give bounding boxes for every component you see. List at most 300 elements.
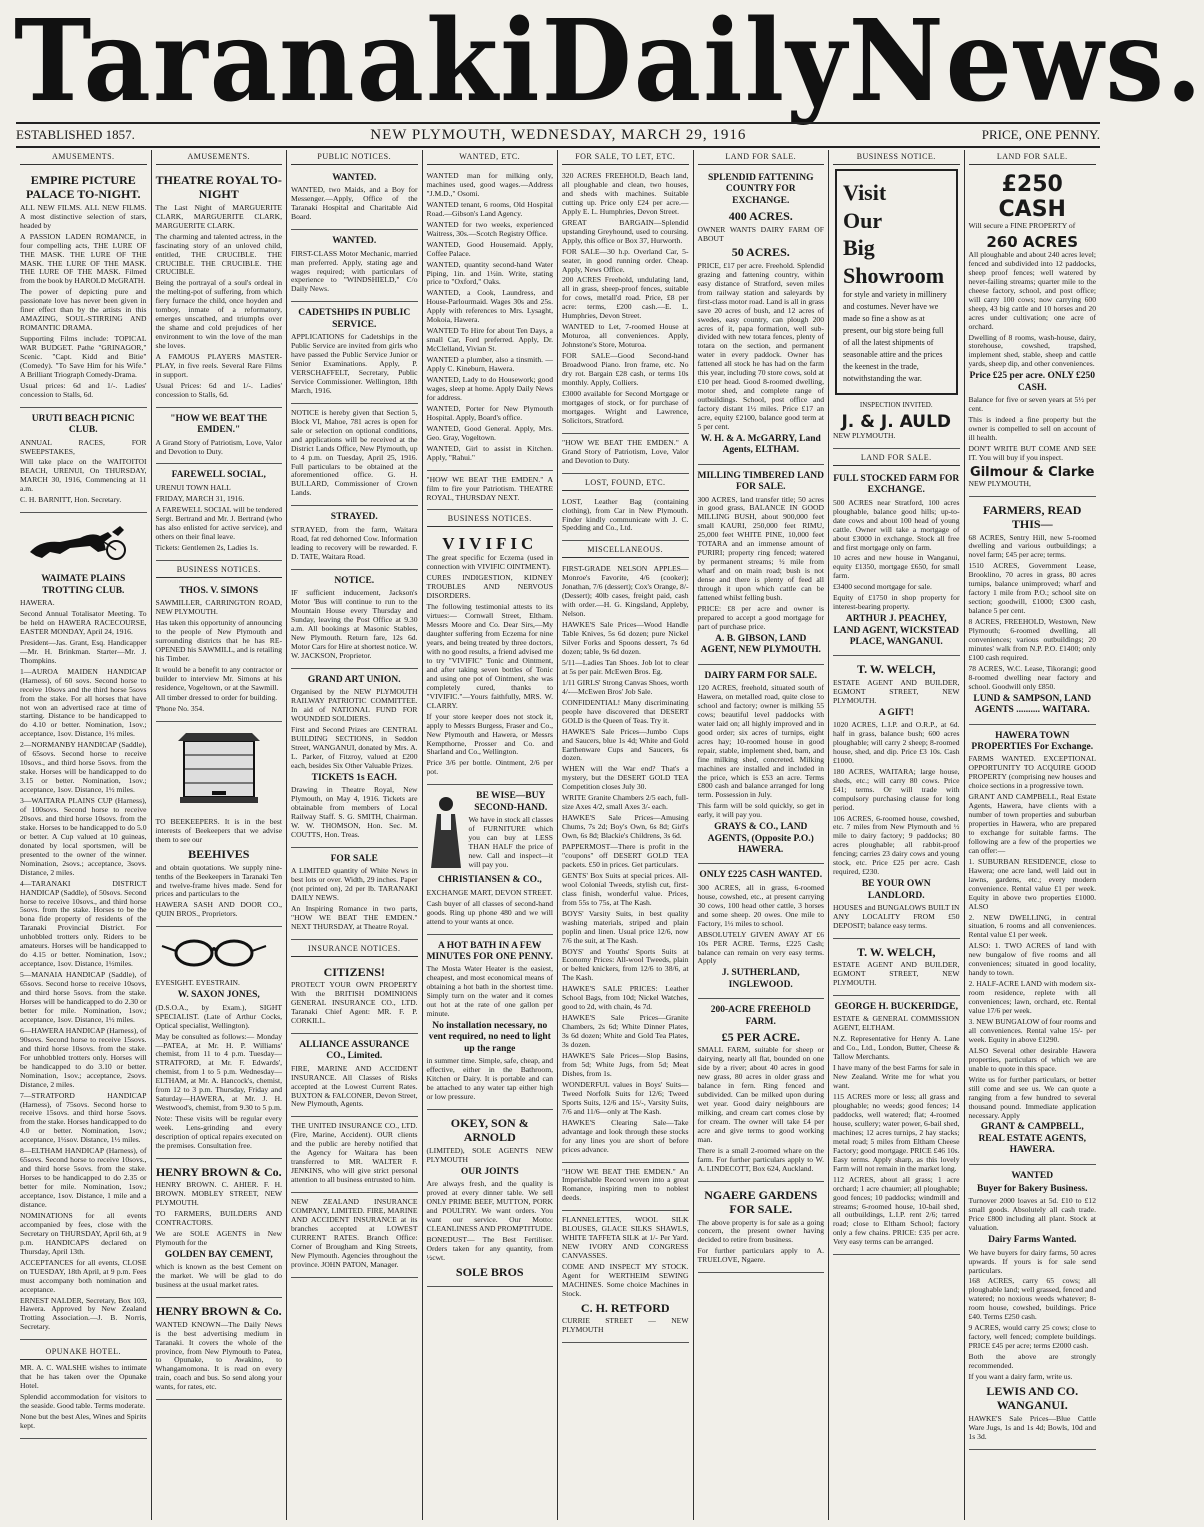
ad-alliance xyxy=(291,1036,418,1118)
ad-text: 500 ACRES near Stratford, 100 acres ploughable, balance good hills; up-to-date cows and about 100 head of young cattle. Owner will take a mortgage of about £3000 in exchange. Stock all free and first mortgage only on farm. xyxy=(833,497,960,552)
section-heading: BUSINESS NOTICES. xyxy=(427,512,554,527)
ad-welch-2 xyxy=(833,941,960,996)
ad-title: GRAYS & CO., LAND AGENTS, (Opposite P.O.) HAWERA. xyxy=(707,822,814,856)
inspection-note: INSPECTION INVITED. xyxy=(859,401,933,409)
ad-text: The power of depicting pure and passionate love has never been given in finer effect than by the artists in this AMAZING, SOUL-STIRRING AND ROMANTIC DRAMA. xyxy=(20,287,147,333)
ad-text: 6—HAWERA HANDICAP (Harness), of 90sovs. Second horse to receive 15sovs. and third horse 10sovs. from the stake. For unhobbled trotters only. Horses will be handicapped to do 3.10 or better. Nomination, 1sov.; acceptance, 2sovs. Distance, 2 miles. xyxy=(20,1025,147,1089)
ad-text: 7—STRATFORD HANDICAP (Harness), of 75sovs. Second horse to receive 15sovs. and third horse 5sovs. from the stake. Horses handicapped to do 4.0 or better. Nomination, 1sov.; acceptance, 1½sov. Distance, 1½ miles. xyxy=(20,1090,147,1145)
ad-text: 9 ACRES, would carry 25 cows; close to factory, well fenced; complete buildings. PRICE £45 per acre; terms £2000 cash. xyxy=(968,1323,1096,1351)
ad-text: Write us for further particulars, or better still come and see us. We can quote a ranging from a few hundred to several thousand pound. Immediate application necessary. Apply xyxy=(968,1074,1096,1120)
ad-text: FIRE, MARINE AND ACCIDENT INSURANCE. All Classes of Risks accepted at the Lowest Current Rates. BUXTON & FALCONER, Devon Street, New Plymouth, Agents. xyxy=(291,1063,418,1109)
ad-crown-lands xyxy=(291,406,418,507)
ad-text: which is known as the best Cement on the market. We will be glad to do business at the usual market rates. xyxy=(155,1262,282,1290)
ad-art-union xyxy=(291,671,418,848)
ad-text: President—Jas. Grant, Esq. Handicapper—Mr. H. Brinkman. Starter—Mr. J. Thompkins. xyxy=(20,637,147,665)
ad-title: Price £25 per acre. ONLY £250 CASH. xyxy=(969,371,1096,393)
ad-text: There is a small 2-roomed whare on the farm. For further particulars apply to W. A. LINDECOTT, Box 624, Auckland. xyxy=(697,1145,824,1173)
classified-item: HAWKE'S Sale Prices—Wood Handle Table Knives, 5s 6d dozen; pure Nickel Silver Forks and Spoons dessert, 7s 6d dozen; table, 9s 6d dozen. xyxy=(562,620,689,656)
ad-title: BEEHIVES xyxy=(188,847,250,862)
ad-title: £250 CASH xyxy=(998,172,1066,222)
classified-item: WANTED a plumber, also a tinsmith. —Apply C. Kineburn, Hawera. xyxy=(426,355,553,374)
ad-text: Will secure a FINE PROPERTY of xyxy=(968,221,1076,230)
ad-text: Tickets: Gentlemen 2s, Ladies 1s. xyxy=(155,542,259,552)
ad-hawera-town xyxy=(969,727,1097,1165)
ad-text: SAWMILLER, CARRINGTON ROAD, NEW PLYMOUTH. xyxy=(155,597,282,616)
price: PRICE, ONE PENNY. xyxy=(981,127,1100,142)
ad-title: BE WISE—BUY SECOND-HAND. xyxy=(474,791,548,813)
ad-text: A FAMOUS PLAYERS MASTER-PLAY, in five reels. Several Rare Films in support. xyxy=(155,352,282,379)
classified-item: FOR SALE—30 h.p. Overland Car, 5-seater, in good running order. Cheap. Apply, News Office. xyxy=(562,246,689,274)
classified-item: WANTED To Hire for about Ten Days, a small Car, Ford preferred. Apply, Dr. McClelland, Vivian St. xyxy=(426,326,553,354)
ad-title: GRANT & CAMPBELL, REAL ESTATE AGENTS, HAWERA. xyxy=(978,1122,1087,1156)
ad-title: NOTICE. xyxy=(334,575,375,586)
ad-title: W. H. & A. McGARRY, Land Agents, ELTHAM. xyxy=(700,433,821,456)
classified-item: BOYS' Varsity Suits, in best quality washing materials, striped and plain poplin and linen. Usual price 12/6, now 7/6 the suit, at The Kash. xyxy=(562,908,689,945)
ad-title: Gilmour & Clarke xyxy=(970,464,1095,480)
ad-title: WANTED. xyxy=(332,173,377,183)
ad-title: ONLY £225 CASH WANTED. xyxy=(699,870,823,881)
classified-item: 5/11—Ladies Tan Shoes. Job lot to clear at 5s per pair. McEwen Bros. Eg. xyxy=(562,657,689,676)
section-heading: BUSINESS NOTICES. xyxy=(156,563,283,578)
ad-text: in summer time. Simple, safe, cheap, and effective, either in the Bathroom, Kitchen or Dairy. It is portable and can be attached to any water tap either high or low pressure. xyxy=(426,1056,553,1102)
ad-auld xyxy=(833,409,960,449)
ad-text: for style and variety in millinery and costumes. Never have we made so fine a show as at present, our big store being full of all the latest shipments of seasonable attire and the prices the keenest in the trade, notwithstanding the war. xyxy=(843,290,947,383)
ad-text: 5—MANAIA HANDICAP (Saddle), of 65sovs. Second horse to receive 10sovs, and third horse 5sovs. from the stake. Horses will be handicapped to do 2.30 or better for mile. Nomination, 1sov.; acceptance, 1sov. Distance, 1½ miles. xyxy=(20,970,147,1024)
ad-emden xyxy=(156,410,283,465)
ad-title: BE YOUR OWN LANDLORD. xyxy=(861,879,931,901)
ad-text: ABSOLUTELY GIVEN AWAY AT £6 10s PER ACRE. Terms, £225 Cash; balance can remain on very easy terms. Apply xyxy=(697,929,824,966)
ad-title: CADETSHIPS IN PUBLIC SERVICE. xyxy=(298,308,411,330)
column-heading: BUSINESS NOTICE. xyxy=(833,150,960,165)
column-heading: PUBLIC NOTICES. xyxy=(291,150,418,165)
ad-emden xyxy=(562,436,689,474)
ad-text: OWNER WANTS DAIRY FARM OF ABOUT xyxy=(697,224,824,243)
ad-title-line: Showroom xyxy=(843,262,945,288)
ad-title: FARMERS, READ THIS— xyxy=(983,502,1082,532)
ad-text: Dwelling of 8 rooms, wash-house, dairy, storehouse, cowshed, trapshed, implement shed, stable, sheep and cattle yards, sheep dip, and other conveniences. xyxy=(968,332,1096,369)
ad-text: The great specific for Eczema (used in connection with VIVIFIC OINTMENT). xyxy=(426,553,553,572)
ad-text: A LIMITED quantity of White News in best lots or over. Width, 29 inches. Paper (not printed on), 2d per lb. TARANAKI DAILY NEWS. xyxy=(291,866,418,902)
ad-text: C. H. BARNITT, Hon. Secretary. xyxy=(20,495,122,505)
ad-text: All ploughable and about 240 acres level; fenced and subdivided into 12 paddocks, sheep proof fences; well watered by never-failing streams; quarter mile to the cheese factory, school, and post office; will carry 100 cows; now carrying 600 sheep, 43 big cattle and 10 horses and 20 acres under cultivation; one acre of orchard. xyxy=(968,249,1096,331)
ad-wanted-bakery xyxy=(969,1167,1097,1450)
ad-text: 8—ELTHAM HANDICAP (Harness), of 65sovs. Second horse to receive 10sovs., and third horse 5sovs. from the stake. Horses to be handicapped to do 2.35 or better for mile. Nomination, 1sov.; acceptance, 1sov. Distance, 1 mile and a distance. xyxy=(20,1146,147,1209)
ad-text: We are SOLE AGENTS in New Plymouth for the xyxy=(155,1229,282,1248)
classified-item: HAWKE'S Sale Prices—Jumbo Cups and Saucers, blue 1s 4d; White and Gold Earthenware Cups and Saucers, 6s dozen. xyxy=(562,726,689,763)
ad-cash-wanted xyxy=(698,866,825,999)
ad-text: IF sufficient inducement, Jackson's Motor 'Bus will continue to run to the Mountain House every Thursday and Sunday, leaving the Post Office at 9.30 a.m. All bookings at Masonic Stables, New Plymouth. Return fare, 12s 6d. Motor Cars for Hire at shortest notice. W. W. JACKSON, Proprietor. xyxy=(291,587,418,660)
ad-text: The Mosta Water Heater is the easiest, cheapest, and most economical means of obtaining a hot bath in the shortest time. Simply turn on the water and it comes out hot at the rate of one gallon per minute. xyxy=(426,964,553,1019)
ad-text: NEW PLYMOUTH. xyxy=(833,431,896,440)
ad-text: If your store keeper does not stock it, apply to Messrs Burgess, Fraser and Co., New Plymouth and Hawera, or Messrs Kempthorne, Prosser and Co. and Sharland and Co., Wellington. xyxy=(426,711,553,757)
ad-title-line: Our xyxy=(843,207,883,233)
ad-title-line: Visit xyxy=(843,180,887,205)
spectacles-icon xyxy=(156,936,271,970)
ad-text: Will take place on the WAITOITOI BEACH, URENUI, On THURSDAY, MARCH 30, 1916, Commencing at 11 a.m. xyxy=(20,457,147,494)
ad-text: EXCHANGE MART, DEVON STREET. xyxy=(426,887,553,897)
column-7 xyxy=(829,150,965,1520)
ad-text: APPLICATIONS for Cadetships in the Public Service are invited from girls who have passed the Public Service Junior or Senior Examinations. Apply, P. VERSCHAFFELT, Secretary, Public Service Commissioner. Wellington, 18th March, 1916. xyxy=(291,332,418,395)
ad-text: (LIMITED), SOLE AGENTS NEW PLYMOUTH xyxy=(426,1145,553,1164)
ad-text: 1510 ACRES, Government Lease, Brooklino, 70 acres in grass, 80 acres turnips, balance unimproved; wharf and factory 1 mile from P.O.; school site on section; goodwill, £1000; £300 cash, balance 5 per cent. xyxy=(968,561,1096,616)
ad-title: WAIMATE PLAINS TROTTING CLUB. xyxy=(41,574,126,596)
classified-item: WANTED, Good General. Apply, Mrs. Geo. Gray, Vogeltown. xyxy=(426,423,553,442)
ad-farewell-social xyxy=(156,466,283,560)
ad-text: The above property is for sale as a going concern, the present owner having decided to retire from business. xyxy=(697,1217,824,1245)
ad-text: WANTED KNOWN—The Daily News is the best advertising medium in Taranaki. It covers the whole of the province, from New Plymouth to Patea, to Opunake, to Awakino, to Whangamomona. It is read on every train, coach and bus. So send along your wants, for rates, etc. xyxy=(155,1319,282,1392)
ad-henry-brown xyxy=(156,1161,283,1298)
ad-text: ERNEST NALDER, Secretary, Box 103, Hawera. Approved by New Zealand Trotting Association.—J. B. Norris, Secretary. xyxy=(20,1295,147,1332)
classified-item: CONFIDENTIAL! Many discriminating people have discovered that DESERT GOLD is the Queen of Teas. Try it. xyxy=(562,697,689,725)
ad-text: PROTECT YOUR OWN PROPERTY With the BRITISH DOMINIONS GENERAL INSURANCE CO., LTD. Taranaki Chief Agent: MR. F. P. CORKILL. xyxy=(291,980,418,1025)
ad-text: PRICE: £8 per acre and owner is prepared to accept a good mortgage for part of purchase price. xyxy=(697,603,824,631)
ad-text: ESTATE AGENT AND BUILDER, EGMONT STREET, NEW PLYMOUTH. xyxy=(833,960,960,988)
classified-item: BOYS' and Youths' Sports Suits at Economy Prices: All-wool Tweeds, plain or belted knickers, from 12/6 to 38/6, at The Kash. xyxy=(562,946,689,983)
ad-text: 68 ACRES, Sentry Hill, new 5-roomed dwelling and various outbuildings; a novel farm; £45 per acre; terms. xyxy=(968,532,1096,560)
ad-text: HENRY BROWN. C. AHIER. F. H. BROWN. MOBLEY STREET, NEW PLYMOUTH. xyxy=(155,1180,282,1208)
ad-for-sale-paper xyxy=(291,850,418,940)
ad-title: OUR JOINTS xyxy=(460,1166,519,1177)
ad-title: HENRY BROWN & Co. xyxy=(155,1164,282,1179)
ad-cadetships xyxy=(291,304,418,403)
ad-text: Usual Prices: 6d and 1/-. Ladies' concession to Stalls, 6d. xyxy=(155,380,282,399)
ad-text: Turnover 2000 loaves at 5d. £10 to £12 small goods. Absolutely all cash trade. Price £800 including all plant. Stock at valuation. xyxy=(968,1196,1096,1233)
classified-item: 320 ACRES FREEHOLD, Beach land, all ploughable and clean, two houses, and sheds with machines. Suitable cutting up. Price only £24 per acre.—Apply E. L. Humphries, Devon Street. xyxy=(562,171,689,216)
ad-christiansen xyxy=(427,787,554,934)
ad-title: 260 ACRES xyxy=(986,232,1079,251)
column-3 xyxy=(287,150,423,1520)
classified-item: WANTED, Lady to do Housework; good wages, sleep at home. Apply Daily News for address. xyxy=(426,375,553,402)
ad-title: ARTHUR J. PEACHEY, LAND AGENT, WICKSTEAD PLACE, WANGANUI. xyxy=(833,614,960,647)
ad-title: FAREWELL SOCIAL, xyxy=(171,470,266,481)
ad-text: A PASSION LADEN ROMANCE, in four compelling acts, THE LURE OF THE MASK. THE LURE OF THE MASK. THE LURE OF THE MASK. THE LURE OF THE MASK. Filmed from the book by HAROLD McGRATH. xyxy=(20,231,147,286)
ad-text: Usual prices: 6d and 1/-. Ladies' concession to Stalls, 6d. xyxy=(20,380,147,399)
ad-henry-brown-2 xyxy=(156,1300,283,1400)
classified-item: HAWKE'S Sale Prices—Granite Chambers, 2s 6d; White Dinner Plates, 3s 6d dozen; White and Gold Tea Plates, 3s dozen. xyxy=(562,1013,689,1050)
classified-item: WHEN will the War end? That's a mystery, but the DESERT GOLD TEA Competition closes July 30. xyxy=(562,764,689,792)
ad-title: EMPIRE PICTURE PALACE TO-NIGHT. xyxy=(26,173,141,202)
ad-text: Equity of £1750 in shop property for interest-bearing property. xyxy=(833,593,960,612)
ad-vivific xyxy=(427,531,554,785)
ad-text: This farm will be sold quickly, so get in early, it will pay you. xyxy=(697,801,824,820)
ad-text: "HOW WE BEAT THE EMDEN." An Imperishable Record woven into a great Romance, inspiring men to noblest deeds. xyxy=(562,1166,689,1203)
ad-fattening-country xyxy=(698,169,825,465)
ad-title: 200-ACRE FREEHOLD FARM. xyxy=(710,1005,811,1027)
ad-text: "HOW WE BEAT THE EMDEN." A film to fire your Patriotism. THEATRE ROYAL, THURSDAY NEXT. xyxy=(426,474,553,502)
masthead-word-1: Taranaki xyxy=(14,0,542,127)
ad-text: FLANNELETTES, WOOL SILK BLOUSES, GLACE SILKS SHAWLS, WHITE TAFFETA SILK at 1/- Per Yard. NEW IVORY AND CONGRESS CANVASSES. xyxy=(562,1215,689,1261)
ad-hot-bath xyxy=(427,937,554,1110)
classified-item: WANTED, Good Housemaid. Apply, Coffee Palace. xyxy=(426,239,553,258)
ad-title: J. & J. AULD xyxy=(841,412,952,432)
ad-text: HOUSES and BUNGALOWS BUILT IN ANY LOCALITY FROM £50 DEPOSIT; balance easy terms. xyxy=(833,902,960,930)
ad-text: 1020 ACRES, L.I.P. and O.R.P., at 6d. half in grass, balance bush; 600 acres ploughable; will carry 2 sheep; 8-roomed house, shed, and dip. Price £3 10s. Cash £1000. xyxy=(833,719,960,765)
ad-waimate xyxy=(20,515,147,1340)
column-heading: WANTED, ETC. xyxy=(427,150,554,165)
masthead-word-3: News. xyxy=(848,0,1204,127)
ad-misc-list xyxy=(562,562,689,1162)
classified-item: 200 ACRES Freehold, undulating land, all in grass, sheep-proof fences, suitable for cows, metall'd road. Price, £8 per acre: terms, £200 cash.—E. L. Humphries, Devon Street. xyxy=(562,275,689,321)
ad-title: W. SAXON JONES, xyxy=(177,990,260,1001)
ad-text: EYESIGHT. EYESTRAIN. xyxy=(155,978,240,988)
ad-welch xyxy=(833,658,960,938)
ad-text: 78 ACRES, W.C. Lease, Tikorangi; good 8-roomed dwelling near factory and school. Goodwill only £850. xyxy=(968,663,1096,691)
ad-text: Note: These visits will be regular every week. Lens-grinding and every description of optical repairs executed on the premises. Consultation free. xyxy=(155,1114,282,1150)
ad-text: SMALL FARM, suitable for sheep or dairying, nearly all flat, bounded on one side by a river; about 40 acres in good new grass, 80 acres in older grass and balance in fern. Ring fenced and subdivided. Can be milked upon during wet year. Good dairy neighbours are milking, and cream cart comes close by for cream. The owner will take £4 per acre and give terms to good working man. xyxy=(697,1045,824,1144)
ad-text: 112 ACRES, about all grass; 1 acre orchard; 1 acre chaumier; all ploughable; good fences; 10 paddocks; windmill and streams; 6-roomed house, 10-bail shed, all outbuildings, L.I.P. rent 2/6; tarred road; close to Eltham School; factory only a few chains. PRICE: £35 per acre. Very easy terms can be arranged. xyxy=(833,1174,960,1247)
ad-title: "HOW WE BEAT THE EMDEN." xyxy=(170,413,268,436)
classified-item: HAWKE'S Sale Prices—Amusing Chums, 7s 2d; Boy's Own, 6s 8d; Girl's Own, 6s 8d; Blackie's Childrens, 3s 6d. xyxy=(562,813,689,841)
classified-item: WANTED, Girl to assist in Kitchen. Apply, "Rahui." xyxy=(426,443,553,462)
ad-text: HAWKE'S Sale Prices—Blue Cattle Ware Jugs, 1s and 1s 4d; Bowls, 10d and 1s 3d. xyxy=(968,1413,1096,1441)
ad-text: FARMS WANTED. EXCEPTIONAL OPPORTUNITY TO ACQUIRE GOOD PROPERTY (comprising new houses and choice sections in a progressive town. xyxy=(968,754,1096,791)
ad-text: STRAYED, from the farm, Waitara Road, fat red dehorned Cow. Information leading to recovery will be rewarded. F. D. TATE, Waitara Road. xyxy=(291,524,418,561)
ad-farmers-read-this xyxy=(969,499,1097,725)
ad-text: We have buyers for dairy farms, 50 acres upwards. If yours is for sale send particulars. xyxy=(968,1247,1096,1275)
ad-text: COME AND INSPECT MY STOCK. Agent for WERTHEIM SEWING MACHINES. Some choice Machines in Stock. xyxy=(562,1262,689,1298)
classified-item: PAPPERMOST—There is profit in the "coupons" off DESERT GOLD TEA packets. £50 in prices. Get particulars. xyxy=(562,842,689,869)
ad-visit-showroom xyxy=(835,169,958,395)
ad-title: A GIFT! xyxy=(878,707,914,718)
column-6 xyxy=(694,150,830,1520)
ad-text: 'Phone No. 354. xyxy=(155,704,205,714)
ad-text: Balance for five or seven years at 5½ per cent. xyxy=(968,395,1096,414)
ad-text: HAWERA SASH AND DOOR CO., QUIN BROS., Proprietors. xyxy=(155,900,282,919)
ad-citizens xyxy=(291,961,418,1034)
classified-item: WANTED, a Cook, Laundress, and House-Parlourmaid. Wages 30s and 25s. Apply with references to Mrs. Lysaght, Mokoia, Hawera. xyxy=(426,288,553,325)
ad-text: 180 ACRES, WAITARA; large house, sheds, etc.; will carry 80 cows. Price £41; terms. Or will trade with compulsory purchasing clause for long period. xyxy=(833,766,960,812)
ad-title: CITIZENS! xyxy=(323,964,385,979)
ad-title: C. H. RETFORD xyxy=(580,1300,670,1315)
column-heading: AMUSEMENTS. xyxy=(156,150,283,165)
classified-item: HAWKE'S Clearing Sale—Take advantage and look through these stocks for any lines you are short of before prices advance. xyxy=(562,1117,689,1154)
ad-title: A. B. GIBSON, LAND AGENT, NEW PLYMOUTH. xyxy=(700,633,821,656)
ad-text: 120 ACRES, freehold, situated south of Hawera, on metalled road, quite close to school and factory; owner is milking 55 cows; beautiful level paddocks with water laid on; all highly improved and in good order; six acres of turnips, eight acres hay; 10-roomed house in good repair, stable, implement shed, barn, and fine milking shed, concreted. Milking machines are installed and included in the price, which is £53 an acre. Terms £800 cash and balance arranged for long term. Possession in July. xyxy=(697,683,824,800)
ad-text: 2. NEW DWELLING, in central situation, 6 rooms and all conveniences. Rental value £1 per week. xyxy=(968,912,1096,940)
ad-title: VIVIFIC xyxy=(442,534,538,554)
ad-title-line: Big xyxy=(843,235,875,260)
ad-text: 8 ACRES, FREEHOLD, Westown, New Plymouth; 6-roomed dwelling, all conveniences; various outbuildings; 20 minutes' walk from N.P. P.O. £1400; only £100 cash required. xyxy=(968,617,1096,662)
column-2 xyxy=(152,150,288,1520)
classified-item: WRITE Granite Chambers 2/5 each, full-size Axes 4/2, small Axes 3/- each. xyxy=(562,793,689,812)
ad-text: Both the above are strongly recommended. xyxy=(968,1352,1096,1371)
ad-text: TO BEEKEEPERS. It is in the best interests of Beekeepers that we advise them to see our xyxy=(155,817,282,845)
ad-united-insurance xyxy=(291,1119,418,1193)
ad-text: The following testimonial attests to its virtues:— Cornwall Street, Eltham. Messrs Moore and Co. Dear Sirs,—My daughter suffering from Eczema for nine years, and being treated by three doctors, with no good results, a friend advised me to try "VIVIFIC" Tonic and Ointment, and after taking seven bottles of Tonic and using one pot of Ointment, she was completely cured, thanks to "VIVIFIC."—Yours faithfully, MRS. W. CLARRY. xyxy=(426,602,553,710)
ad-text: Organised by the NEW PLYMOUTH RAILWAY PATRIOTIC COMMITTEE. In aid of NATIONAL FUND FOR WOUNDED SOLDIERS. xyxy=(291,686,418,723)
ad-title: URUTI BEACH PICNIC CLUB. xyxy=(31,413,135,436)
ad-text: £3400 second mortgage for sale. xyxy=(833,582,932,592)
ad-text: Cash buyer of all classes of second-hand goods. Ring up phone 480 and we will attend to your wants at once. xyxy=(426,898,553,926)
ad-copy xyxy=(469,790,554,872)
classified-item: WANTED, Porter for New Plymouth Hospital. Apply, Board's office. xyxy=(426,403,553,422)
ad-text: N.Z. Representative for Henry A. Lane and Co., Ltd., London, Butter, Cheese & Tallow Merchants. xyxy=(833,1034,960,1062)
ad-theatre-royal xyxy=(156,169,283,408)
ad-text: Drawing in Theatre Royal, New Plymouth, on May 4, 1916. Tickets are obtainable from members of Local Railway Staff. S. G. SMITH, Chairman. W. W. THOMSON, Hon. Sec. M. COUTTS, Hon. Treas. xyxy=(291,784,418,839)
ad-lost xyxy=(562,495,689,542)
column-8 xyxy=(965,150,1101,1520)
ad-text: Being the portrayal of a soul's ordeal in the melting-pot of suffering, from which fiery furnace the child, once hoyden and tomboy, inmate of a reformatory, emerges unscathed, and triumphs over the shame and cold prejudices of her environment to win the love of the man she loves. xyxy=(155,278,282,351)
ad-freehold-farm xyxy=(698,1001,825,1182)
ad-emden-2 xyxy=(562,1165,689,1212)
ad-wanted-maids xyxy=(291,169,418,230)
ad-text: 300 ACRES, land transfer title; 50 acres in good grass, BALANCE IN GOOD MILLING BUSH, about 900,000 feet small KAURI, 250,000 feet RIMU, 25,000 feet WHITE PINE, 10,000 feet TOTARA and an immense amount of PURIRI; property ring fenced; watered by permanent streams; ½ mile from wharf and on main road; bush is not dense and there is plenty of feed all through it upon which cattle can be fattened whilst felling bush. xyxy=(697,494,824,603)
ad-stocked-farm xyxy=(833,470,960,656)
ad-text: 115 ACRES more or less; all grass and ploughable; no weeds; good fences; 14 paddocks, well watered; flat; 4-roomed house, scullery; water power, 6-bail shed, machines; 12 acres turnips, 2 hay stacks; metal road; 5 miles from Eltham Cheese Factory; good mortgage. PRICE £46 10s. Easy terms. Apply sharp, as this lovely Farm will not remain in the market long. xyxy=(833,1092,960,1173)
ad-text: All timber dressed to order for building. xyxy=(155,693,278,703)
ad-text: Price 3/6 per bottle. Ointment, 2/6 per pot. xyxy=(426,758,553,777)
ad-title: HENRY BROWN & Co. xyxy=(155,1304,282,1319)
classified-item: WONDERFUL values in Boys' Suits—Tweed Norfolk Suits for 12/6; Tweed Sports Suits, 12/6 and 15/-, Varsity Suits, 7/6 and 11/6—only at The Kash. xyxy=(562,1079,689,1116)
ad-text: PRICE, £17 per acre. Freehold. Splendid grazing and fattening country, within easy distance of Stratford, seven miles from railway station and saleyards by first-class motor road. Land is all in grass save 20 acres of bush, and 12 acres of swedes, easy country, can plough 200 acres of it, papa formation, well sub-divided with new totara fences, plenty of totara on the section, and permanent water in every paddock. Owner has fattened all stock he has had on the farm this year, including 70 store cows, sold at £10 per head. Good 8-roomed dwelling, motor shed, and complete range of outbuildings. School, post office and factory distant 1½ miles. Price £17 an acre, equity £2100, balance good term at 5 per cent. xyxy=(697,260,824,432)
ad-text: TO FARMERS, BUILDERS AND CONTRACTORS. xyxy=(155,1209,282,1228)
section-heading: MISCELLANEOUS. xyxy=(562,543,689,558)
ad-text: Has taken this opportunity of announcing to the people of New Plymouth and surrounding districts that he has RE-OPENED his SAWMILL, and is retailing his Timber. xyxy=(155,617,282,663)
ad-title: T. W. WELCH, xyxy=(856,944,936,959)
ad-250-cash xyxy=(969,169,1097,497)
ad-text: ALSO Several other desirable Hawera properties, particulars of which we are unable to quote in this space. xyxy=(968,1045,1096,1073)
ad-title: NGAERE GARDENS FOR SALE. xyxy=(704,1187,818,1217)
column-heading: FOR SALE, TO LET, ETC. xyxy=(562,150,689,165)
ad-text: A FAREWELL SOCIAL will be tendered Sergt. Bertrand and Mr. J. Bertrand (who has also enlisted for active service), and others on their final leave. xyxy=(155,504,282,541)
ad-text: I have many of the best Farms for sale in New Zealand. Write me for what you want. xyxy=(833,1063,960,1091)
ad-title: MILLING TIMBERED LAND FOR SALE. xyxy=(697,470,825,493)
column-1 xyxy=(16,150,152,1520)
ad-text: 10 acres and new house in Wanganui, equity £1350, mortgage £650, for small farm. xyxy=(833,553,960,581)
ad-text: DON'T WRITE BUT COME AND SEE IT. You will buy if you inspect. xyxy=(968,443,1096,462)
ad-motor-bus xyxy=(291,572,418,669)
ad-title: T. W. WELCH, xyxy=(856,662,936,677)
masthead-word-2: Daily xyxy=(541,0,849,127)
ad-text: THE UNITED INSURANCE CO., LTD. (Fire, Marine, Accident). OUR clients and the public are hereby notified that the Agency for Waitara has been transferred to MR. WALTER F. JENKINS, who will give strict personal attention to all business entrusted to him. xyxy=(291,1121,418,1185)
masthead xyxy=(14,0,1204,127)
classified-item: WANTED to Let, 7-roomed House at Moturoa, all conveniences. Apply, Johnstone's Store, Moturoa. xyxy=(562,322,689,350)
ad-text: 3. NEW BUNGALOW of four rooms and all conveniences. Rental value 15/- per week. Equity in above £1290. xyxy=(968,1016,1096,1044)
column-heading: LAND FOR SALE. xyxy=(969,150,1097,165)
column-heading: LAND FOR SALE. xyxy=(698,150,825,165)
ad-text: Are always fresh, and the quality is proved at every dinner table. We sell ONLY PRIME BEEF, MUTTON, PORK and POULTRY. We want orders. You want our service. Our Motto: CLEANLINESS AND PROMPTITUDE. xyxy=(426,1179,553,1233)
ad-title: No installation necessary, no vent required, no need to light up the range xyxy=(428,1021,551,1054)
ad-text: FRIDAY, MARCH 31, 1916. xyxy=(155,493,245,503)
ad-title: GRAND ART UNION. xyxy=(307,674,401,685)
ad-text: NOMINATIONS for all events accompanied by fees, close with the Secretary on THURSDAY, April 6th, at 9 p.m. HANDICAPS declared on Thursday, April 13th. xyxy=(20,1210,147,1256)
ad-text: URENUI TOWN HALL xyxy=(155,482,231,492)
ad-text: GRANT AND CAMPBELL, Real Estate Agents, Hawera, have clients with a number of town properties and suburban properties in Hawera, who are prepared to exchange for suitable farms. The following are a few of the properties we can offer:— xyxy=(968,792,1096,855)
ad-title: THOS. V. SIMONS xyxy=(179,585,259,596)
ad-empire xyxy=(20,169,147,408)
ad-title: A HOT BATH IN A FEW MINUTES FOR ONE PENNY. xyxy=(426,940,553,962)
ad-text: and obtain quotations. We supply nine-tenths of the Beekeepers in Taranaki Ten and twelve-frame hives made. Send for prices and particulars to the xyxy=(155,862,282,899)
ad-text: If you want a dairy farm, write us. xyxy=(968,1372,1073,1382)
ad-okey-arnold xyxy=(427,1112,554,1287)
ad-body xyxy=(427,790,554,874)
ad-text: It would be a benefit to any contractor or builder to interview Mr. Simons at his residence, Vogeltown, or at the Sawmill. xyxy=(155,664,282,692)
ad-text: MR. A. C. WALSHE wishes to intimate that he has taken over the Opunake Hotel. xyxy=(20,1363,147,1391)
ad-text: ESTATE & GENERAL COMMISSION AGENT, ELTHAM. xyxy=(833,1014,960,1033)
ad-title: Buyer for Bakery Business. xyxy=(977,1184,1088,1195)
ad-text: A Grand Story of Patriotism, Love, Valor and Devotion to Duty. xyxy=(155,437,282,456)
ad-emden xyxy=(427,473,554,511)
ad-text: May be consulted as follows:— Monday—PATEA, at Mr. H. P. Williams' chemist, from 11 to 4 p.m. Tuesday—STRATFORD, at Mr. F. Edwards', chemist, from 1 to 5 p.m. Wednesday—ELTHAM, at Mr. A. Hancock's, chemist, from 12 to 3 p.m. Thursday, Friday and Saturday—HAWERA, at Mr. J. H. Westwood's, chemist, from 9.30 to 5 p.m. xyxy=(155,1031,282,1113)
ad-text: ACCEPTANCES for all events, CLOSE on TUESDAY, 18th April, at 9 p.m. Fees must accompany both nomination and acceptance. xyxy=(20,1257,147,1294)
ad-text: 1. SUBURBAN RESIDENCE, close to Hawera; one acre land, well laid out in lawns, gardens, etc.; every modern convenience. Rental value £1 per week. Equity in above two properties £1000. ALSO xyxy=(968,856,1096,911)
ad-text: ALL NEW FILMS. ALL NEW FILMS. A most distinctive selection of stars, headed by xyxy=(20,202,147,230)
ad-text: BONEDUST— The Best Fertiliser. Orders taken for any quantity, from ½cwt. xyxy=(426,1234,553,1262)
ad-title: OKEY, SON & ARNOLD xyxy=(450,1115,529,1145)
ad-text: 4—TARANAKI DISTRICT HANDICAP (Saddle), of 50sovs. Second horse to receive 10sovs., and third horse 5sovs. from the stake. Horses to be the bona fide property of residents of the Taranaki Provincial District. For unhobbled trotters only. Riders to be amateurs. Horses will be handicapped to do 4.15 or better. Nomination, 1sov.; acceptance, 1sov. Distance, 1½miles. xyxy=(20,878,147,969)
ad-text: "HOW WE BEAT THE EMDEN." A Grand Story of Patriotism, Love, Valor and Devotion to Duty. xyxy=(562,437,689,465)
ad-title: £5 PER ACRE. xyxy=(721,1030,800,1044)
ad-text: FIRST-CLASS Motor Mechanic, married man preferred. Apply, stating age and wages required; with particulars of experience to "WINDSHIELD," C/o Daily News. xyxy=(291,248,418,294)
columns xyxy=(16,150,1100,1520)
ad-title: STRAYED. xyxy=(330,512,378,523)
ad-title: FULL STOCKED FARM FOR EXCHANGE. xyxy=(833,473,960,496)
ad-text: 2—NORMANBY HANDICAP (Saddle), of 65sovs. Second horse to receive 10sovs., and third horse 5sovs. from the stake. Horses will be handicapped to do 3.15 or better. Nomination, 1sov.; acceptance, 1sov. Distance, 1½ miles. xyxy=(20,740,147,795)
ad-title: 50 ACRES. xyxy=(731,245,790,260)
ad-beehives xyxy=(156,724,283,927)
column-heading: AMUSEMENTS. xyxy=(20,150,147,165)
ad-retford xyxy=(562,1213,689,1343)
section-heading: LAND FOR SALE. xyxy=(833,451,960,466)
ad-for-sale-list xyxy=(562,169,689,434)
ad-text: NEW PLYMOUTH, xyxy=(968,478,1031,488)
place-date: NEW PLYMOUTH, WEDNESDAY, MARCH 29, 1916 xyxy=(370,126,747,143)
column-5 xyxy=(558,150,694,1520)
ad-text: 106 ACRES, 6-roomed house, cowshed, etc. 7 miles from New Plymouth and ½ mile to dairy factory; 9 paddocks; 80 acres ploughable; all rabbit-proof fencing; carries 23 dairy cows and young stock, etc. Price £25 per acre. Cash required, £230. xyxy=(833,813,960,877)
beehive-icon xyxy=(162,731,277,809)
ad-title: GEORGE H. BUCKERIDGE, xyxy=(834,1002,959,1013)
ad-text: Splendid accommodation for visitors to the seaside. Good table. Terms moderate. xyxy=(20,1392,147,1411)
ad-text: For further particulars apply to A. TRUELOVE, Ngaere. xyxy=(697,1246,824,1265)
classified-item: HAWKE'S SALE PRICES: Leather School Bags, from 10d; Nickel Watches, good to 2d, with chain, 4s 7d. xyxy=(562,984,689,1012)
ad-milling-timber xyxy=(698,467,825,665)
classified-item: WANTED man for milking only, machines used, good wages.—Address "J.M.D.," Osomi. xyxy=(426,171,553,198)
classified-item: HAWKE'S Sale Prices—Slop Basins, from 5d; White Jugs, from 5d; Meat Dishes, from 1s. xyxy=(562,1051,689,1078)
section-heading: INSURANCE NOTICES. xyxy=(291,942,418,957)
ad-text: HAWERA. xyxy=(20,598,55,608)
classified-item: GREAT BARGAIN—Splendid upstanding Greyhound, used to coursing. Apply, this office or Box 37, Hurworth. xyxy=(562,217,689,245)
classified-item: £3000 available for Second Mortgage or mortgages of stock, or for purchase of mortgages. Wright and Lawrence, Solicitors, Stratford. xyxy=(562,388,689,425)
ad-title: THEATRE ROYAL TO-NIGHT xyxy=(155,173,282,202)
ad-text: NOTICE is hereby given that Section 5, Block VI, Mahoe, 781 acres is open for sale or selection on optional conditions, and applications will be received at the District Lands Office, New Plymouth, up to 4 p.m. on Tuesday, April 25, 1916. Full particulars to be obtained at the aforementioned office. G. H. BULLARD, Commissioner of Crown Lands. xyxy=(291,407,418,498)
ad-title: GOLDEN BAY CEMENT, xyxy=(164,1250,273,1260)
classified-item: WANTED, quantity second-hand Water Piping, 1in. and 1½in. Write, stating price to "Oxford," Oaks. xyxy=(426,259,553,287)
ad-opunake xyxy=(20,1342,147,1439)
ad-text: CURES INDIGESTION, KIDNEY TROUBLES AND NERVOUS DISORDERS. xyxy=(426,573,553,601)
ad-uruti xyxy=(20,410,147,513)
ad-title: TICKETS 1s EACH. xyxy=(311,772,397,783)
ad-title: LEWIS AND CO. WANGANUI. xyxy=(986,1383,1079,1413)
classified-item: FIRST-GRADE NELSON APPLES—Monroe's Favorite, 4/6 (cooker); Jonathan, 7/6 (dessert); Cox's Orange, 8/- (Dessert); 40lb cases, freight paid, cash with order.—H. G. Kingsland, Appleby, Nelson. xyxy=(562,564,689,619)
classified-item: LOST, Leather Bag (containing clothing), from Car in New Plymouth. Finder kindly communicate with J. C. Spedding and Co., Ltd. xyxy=(562,496,689,533)
ad-text: The Last Night of MARGUERITE CLARK, MARGUERITE CLARK, MARGUERITE CLARK. xyxy=(155,202,282,230)
ad-text: None but the best Ales, Wines and Spirits kept. xyxy=(20,1412,147,1431)
ad-text: First and Second Prizes are CENTRAL BUILDING SECTIONS, in Seddon Street, WANGANUI, donated by Mrs. A. L. Parker, of Fitzroy, valued at £200 each, besides Six Other Valuable Prizes. xyxy=(291,724,418,770)
ad-title: SPLENDID FATTENING COUNTRY FOR EXCHANGE. xyxy=(708,173,814,206)
ad-text: The charming and talented actress, in the fascinating story of an unloved child, entitled, THE CRUCIBLE. THE CRUCIBLE. THE CRUCIBLE. THE CRUCIBLE. xyxy=(155,231,282,277)
ad-text: 300 ACRES, all in grass, 6-roomed house, cowshed, etc., at present carrying 30 cows, 100 head other cattle, 3 horses and some sheep. 20 owes. One mile to Factory, 1½ miles to school. xyxy=(697,882,824,928)
ad-title: FOR SALE xyxy=(330,853,378,864)
ad-text: 1—AUROA MAIDEN HANDICAP (Harness), of 60 sovs. Second horse to receive 10sovs and the third horse 5sovs from the stake. For all horses that have not won an advertised race at time of starting. Distance to be handicapped to do 4.10 or better. Nomination, 1sov.; acceptance, 1sov. Distance, 1½ miles. xyxy=(20,666,147,739)
ad-text: ALSO: 1. TWO ACRES of land with new bungalow of five rooms and all conveniences; situated in good locality, handy to town. xyxy=(968,941,1096,978)
ad-text: We have in stock all classes of FURNITURE which you can buy at LESS THAN HALF the price of new. Call and inspect—it will pay you. xyxy=(468,815,553,869)
ad-title: J. SUTHERLAND, INGLEWOOD. xyxy=(721,968,800,990)
ad-text: (D.S.O.A., by Exam.), SIGHT SPECIALIST. (Late of Arthur Cocks, Optical specialist, Wellington). xyxy=(155,1002,282,1030)
ad-saxon-jones xyxy=(156,929,283,1159)
ad-wanted-mechanic xyxy=(291,232,418,302)
ad-buckeridge xyxy=(833,998,960,1255)
established: ESTABLISHED 1857. xyxy=(16,127,135,142)
